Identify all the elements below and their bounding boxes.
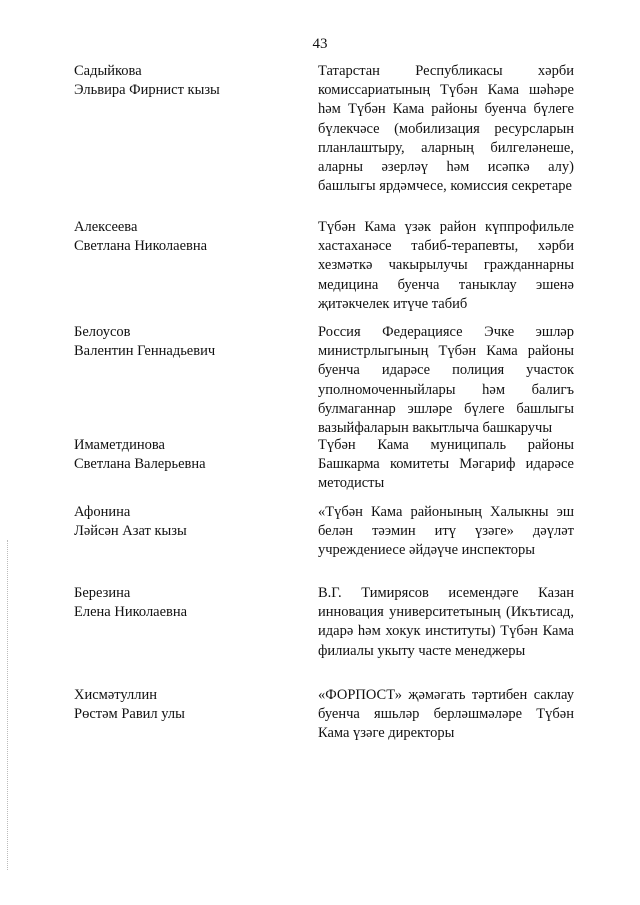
position-description: Татарстан Республикасы хәрби комиссариатының Түбән Кама шәһәре һәм Түбән Кама районы буенча бүлеге бүлекчәсе (мобилизация ресурсларын планлаштыру, аларның билгеләнеше, аларны әзерләү һәм исәпкә алу) башлыгы ярдәмчесе, комиссия секретаре [318, 63, 574, 195]
position-description: Россия Федерациясе Эчке эшләр министрлыгының Түбән Кама районы буенча идарәсе полиция участок уполномоченныйлары һәм балигъ булмаганнар эшләре бүлеге башлыгы вазыйфаларын вакытлыча башкаручы [318, 324, 574, 437]
surname: Алексеева [74, 219, 138, 235]
person-name [74, 584, 274, 622]
position-description: В.Г. Тимирясов исемендәге Казан инновация университетының (Икътисад, идарә һәм хокук институты) Түбән Кама филиалы укыту часте менеджеры [318, 585, 574, 659]
position-description: «ФОРПОСТ» җәмәгать тәртибен саклау буенча яшьләр берләшмәләре Түбән Кама үзәге директоры [318, 687, 574, 742]
given-name: Светлана Николаевна [74, 238, 208, 254]
surname: Березина [74, 585, 131, 601]
position-description: Түбән Кама үзәк район күппрофильле хастаханәсе табиб-терапевты, хәрби хезмәткә чакырылучы гражданнарны медицина буенча таныклау эшенә җитәкчелек итүче табиб [318, 219, 574, 312]
position-description: «Түбән Кама районының Халыкны эш белән тәэмин итү үзәге» дәүләт учреждениесе әйдәүче инспекторы [318, 504, 574, 559]
surname: Хисмәтуллин [74, 687, 158, 703]
person-name [74, 323, 274, 361]
person-name [74, 503, 274, 541]
person-name [74, 686, 274, 724]
surname: Имаметдинова [74, 437, 165, 453]
surname: Белоусов [74, 324, 131, 340]
given-name: Рөстәм Равил улы [74, 706, 185, 722]
person-name [74, 436, 274, 474]
surname: Садыйкова [74, 63, 142, 79]
given-name: Елена Николаевна [74, 604, 188, 620]
given-name: Светлана Валерьевна [74, 456, 206, 472]
scan-margin-dots [7, 540, 9, 870]
person-name [74, 62, 274, 100]
person-name [74, 218, 274, 256]
given-name: Эльвира Фирнист кызы [74, 82, 220, 98]
position-description: Түбән Кама муниципаль районы Башкарма комитеты Мәгариф идарәсе методисты [318, 437, 574, 492]
page-number: 43 [312, 36, 328, 52]
given-name: Ләйсән Азат кызы [74, 523, 187, 539]
surname: Афонина [74, 504, 131, 520]
given-name: Валентин Геннадьевич [74, 343, 216, 359]
